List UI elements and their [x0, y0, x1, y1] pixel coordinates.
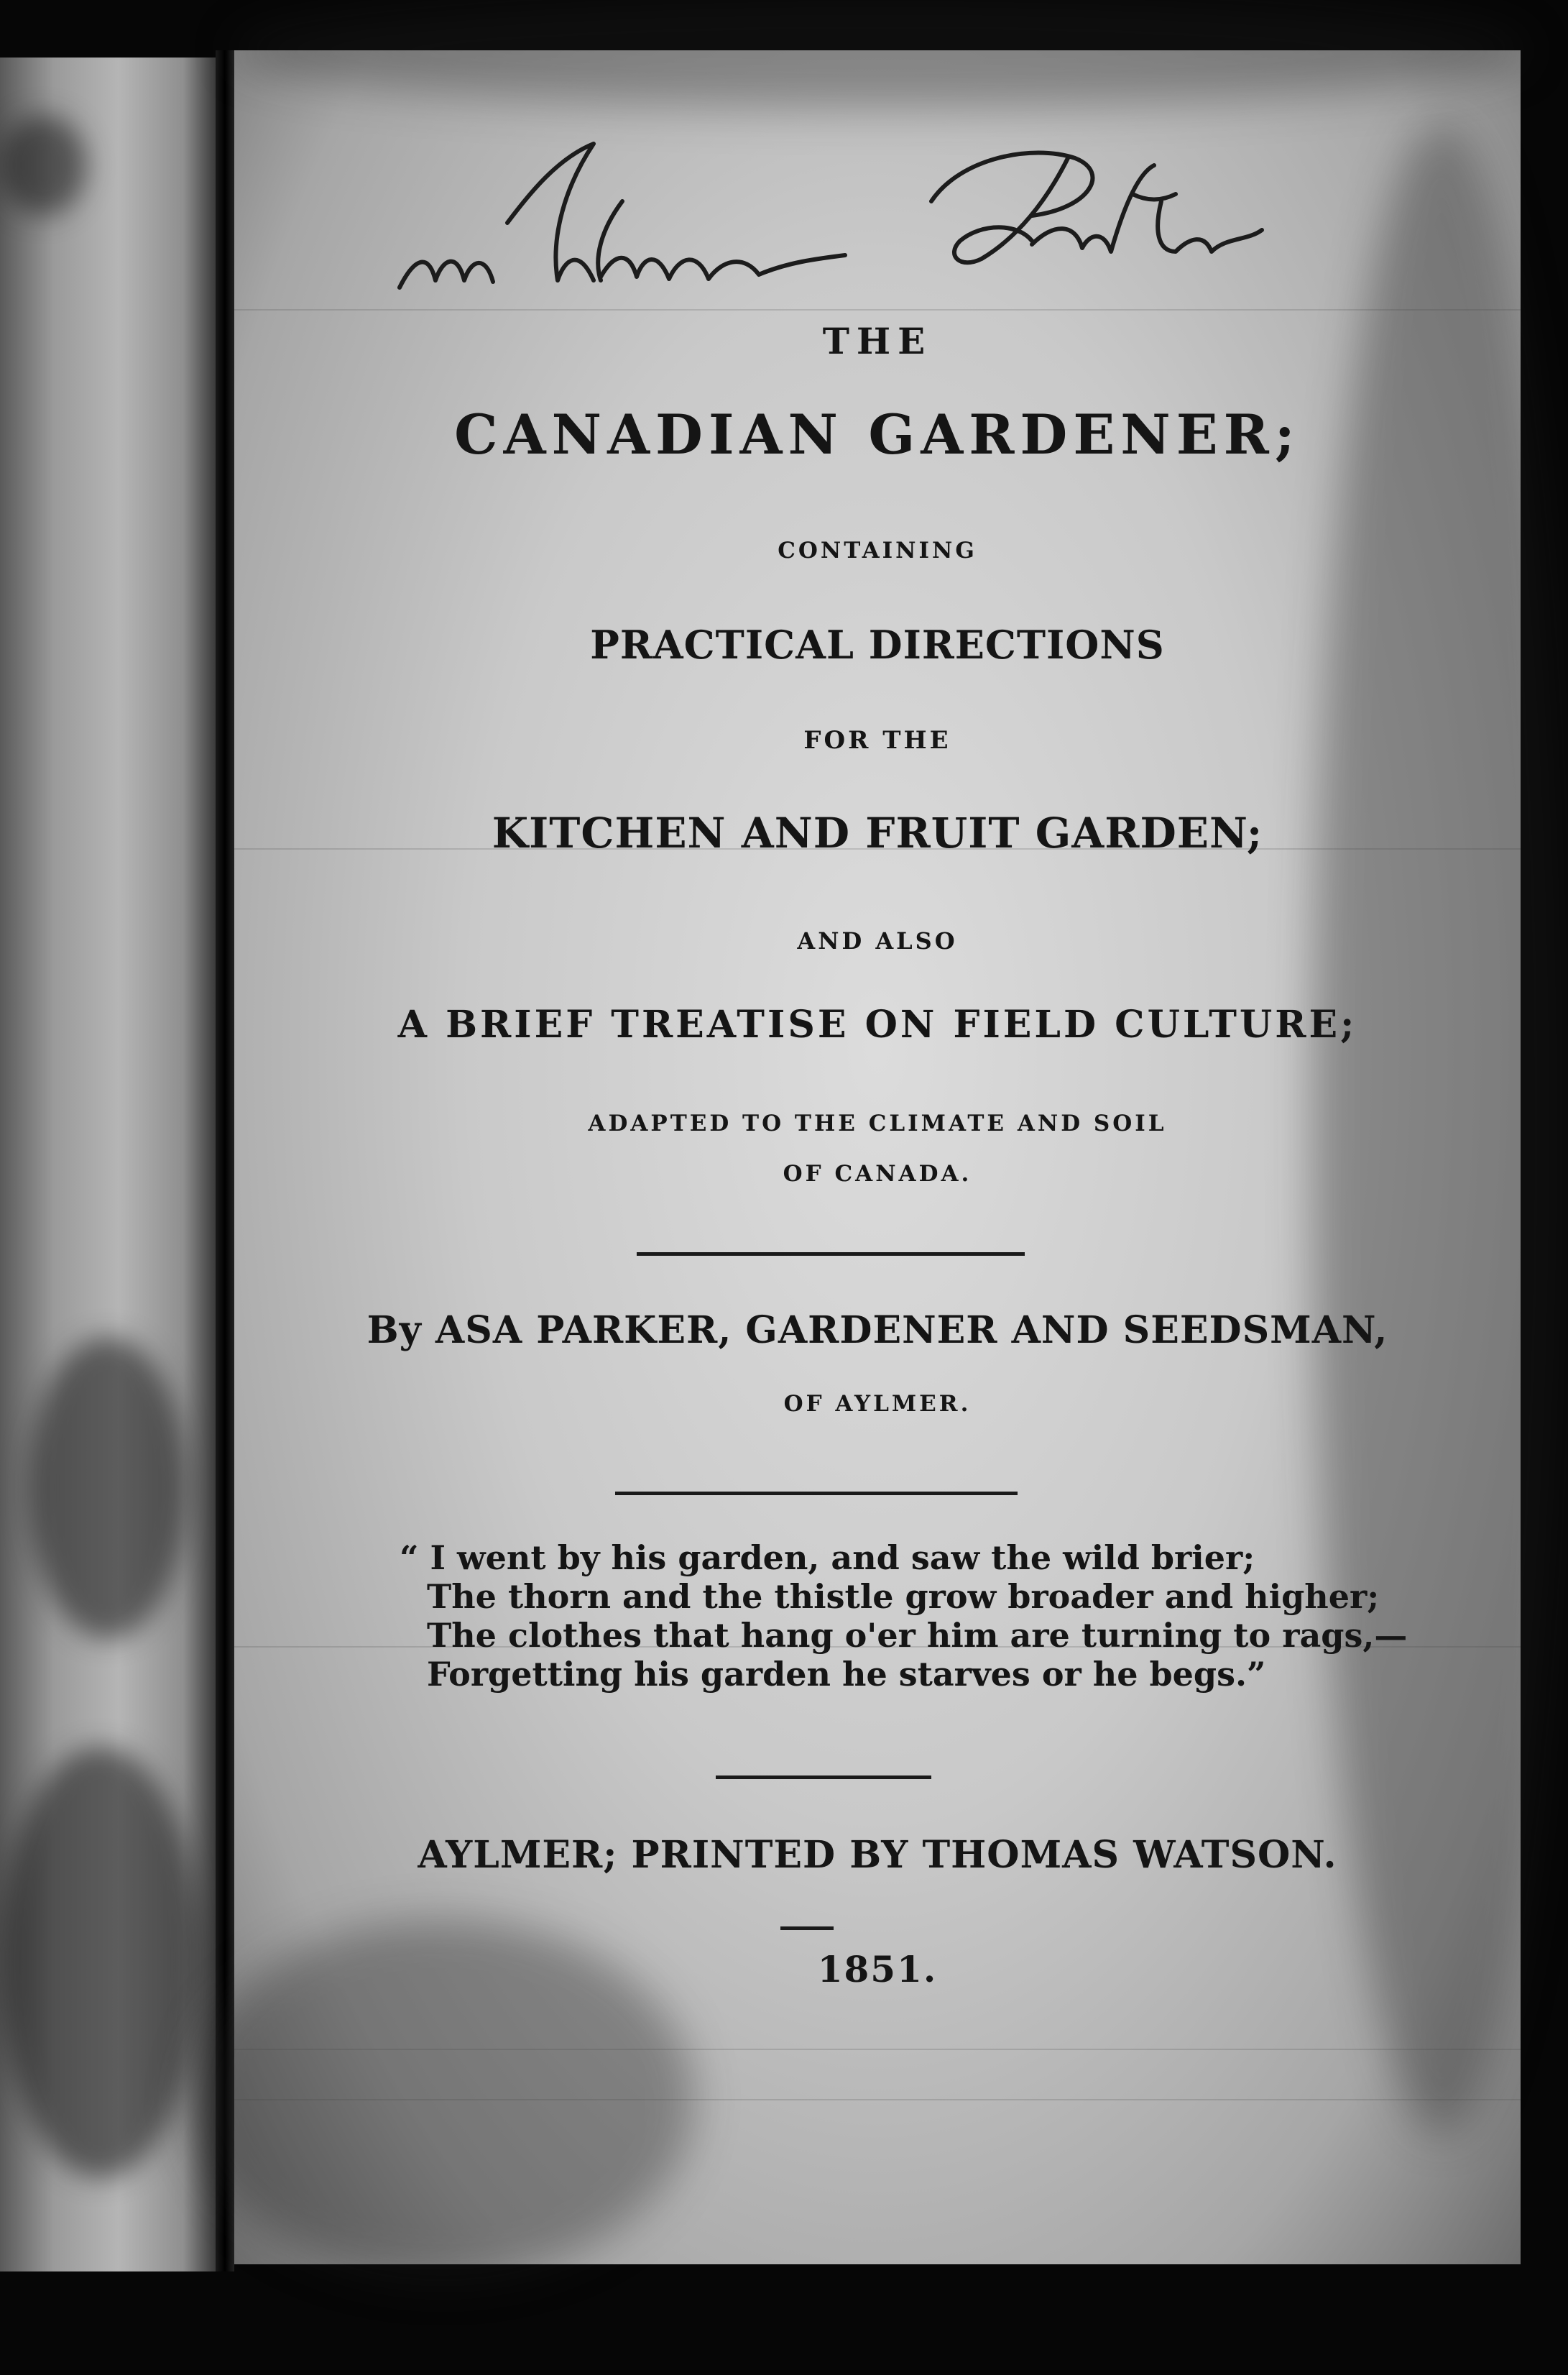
scan-line: [234, 2049, 1521, 2050]
title-page: [234, 50, 1521, 2264]
subtitle-and-also: AND ALSO: [797, 927, 958, 955]
poem-line: The clothes that hang o'er him are turning to rags,—: [427, 1616, 1408, 1655]
scan-line: [234, 309, 1521, 311]
subtitle-containing: CONTAINING: [778, 538, 977, 564]
water-stain: [0, 115, 86, 216]
subtitle-practical-directions: PRACTICAL DIRECTIONS: [590, 622, 1165, 668]
water-stain: [29, 1337, 187, 1639]
page-shadow: [234, 0, 1528, 108]
divider-rule: [615, 1492, 1018, 1495]
book-title: CANADIAN GARDENER;: [454, 403, 1301, 467]
author-location: OF AYLMER.: [783, 1391, 972, 1417]
subtitle-field-culture: A BRIEF TREATISE ON FIELD CULTURE;: [397, 1003, 1357, 1047]
handwritten-signature: [385, 115, 1319, 302]
subtitle-for-the: FOR THE: [803, 726, 951, 755]
author-line: By ASA PARKER, GARDENER AND SEEDSMAN,: [366, 1308, 1388, 1352]
poem-line: Forgetting his garden he starves or he begs.”: [427, 1655, 1266, 1694]
facing-page-edge: [0, 58, 216, 2271]
divider-rule: [716, 1775, 931, 1779]
divider-rule: [637, 1252, 1025, 1256]
subtitle-adapted: ADAPTED TO THE CLIMATE AND SOIL: [588, 1111, 1167, 1136]
poem-line: The thorn and the thistle grow broader and higher;: [427, 1577, 1380, 1616]
epigraph-poem: [400, 1538, 1408, 1694]
water-stain: [0, 1747, 201, 2178]
divider-rule: [780, 1926, 834, 1930]
poem-line: “ I went by his garden, and saw the wild brier;: [400, 1538, 1255, 1577]
title-article: THE: [822, 320, 933, 362]
subtitle-kitchen-garden: KITCHEN AND FRUIT GARDEN;: [492, 809, 1263, 858]
subtitle-of-canada: OF CANADA.: [783, 1161, 972, 1187]
scan-line: [234, 2099, 1521, 2100]
book-gutter: [216, 50, 234, 2271]
printer-imprint: AYLMER; PRINTED BY THOMAS WATSON.: [418, 1833, 1337, 1877]
publication-year: 1851.: [817, 1948, 938, 1990]
